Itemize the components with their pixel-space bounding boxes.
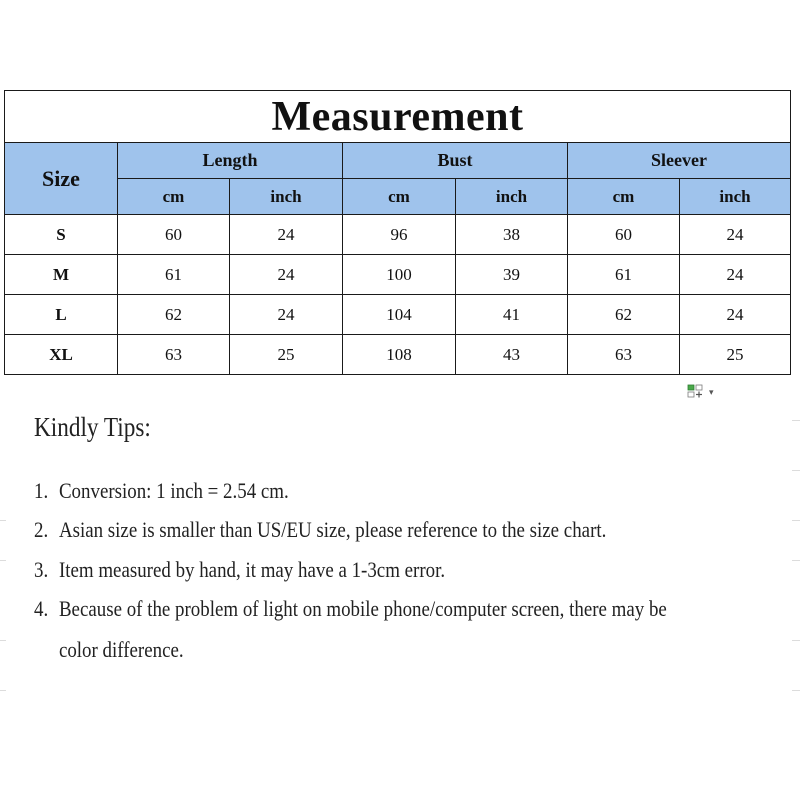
- table-row: [5, 255, 791, 295]
- table-cell: 63: [118, 335, 230, 375]
- table-row: [5, 335, 791, 375]
- size-label: L: [5, 295, 118, 335]
- table-cell: 24: [680, 255, 791, 295]
- table-cell: 100: [343, 255, 456, 295]
- unit-header: cm: [568, 179, 680, 215]
- group-header-sleever: Sleever: [568, 143, 791, 179]
- gridline-left-2: [0, 560, 6, 561]
- gridline-right-5: [792, 640, 800, 641]
- gridline-right-1: [792, 420, 800, 421]
- size-label: XL: [5, 335, 118, 375]
- tip-item-continuation: [34, 637, 184, 663]
- table-cell: 25: [230, 335, 343, 375]
- tip-item: [34, 517, 606, 543]
- table-cell: 24: [230, 295, 343, 335]
- paste-options-icon: [687, 384, 705, 400]
- tip-item: [34, 596, 667, 622]
- table-cell: 60: [118, 215, 230, 255]
- table-row: [5, 295, 791, 335]
- gridline-right-4: [792, 560, 800, 561]
- table-cell: 108: [343, 335, 456, 375]
- tip-number: 3.: [34, 557, 49, 582]
- unit-header: inch: [456, 179, 568, 215]
- tips-title: Kindly Tips:: [34, 412, 151, 442]
- chevron-down-icon: ▾: [709, 388, 714, 398]
- unit-header: inch: [680, 179, 791, 215]
- gridline-right-2: [792, 470, 800, 471]
- gridline-left-4: [0, 690, 6, 691]
- table-cell: 24: [680, 295, 791, 335]
- tip-item: [34, 478, 289, 504]
- group-header-length: Length: [118, 143, 343, 179]
- table-cell: 63: [568, 335, 680, 375]
- tip-text: Conversion: 1 inch = 2.54 cm.: [58, 478, 289, 503]
- table-cell: 24: [230, 215, 343, 255]
- table-cell: 25: [680, 335, 791, 375]
- table-cell: 96: [343, 215, 456, 255]
- tip-number: 4.: [34, 596, 49, 621]
- gridline-left-1: [0, 520, 6, 521]
- paste-options-button[interactable]: [687, 384, 719, 402]
- tip-text: Because of the problem of light on mobile phone/computer screen, there may be: [58, 596, 667, 621]
- group-header-bust: Bust: [343, 143, 568, 179]
- table-title: Measurement: [5, 91, 791, 143]
- table-cell: 38: [456, 215, 568, 255]
- table-row: [5, 215, 791, 255]
- table-cell: 104: [343, 295, 456, 335]
- table-cell: 24: [680, 215, 791, 255]
- tip-number: 1.: [34, 478, 49, 503]
- table-cell: 39: [456, 255, 568, 295]
- unit-header: cm: [343, 179, 456, 215]
- unit-header: inch: [230, 179, 343, 215]
- table-cell: 43: [456, 335, 568, 375]
- table-cell: 60: [568, 215, 680, 255]
- tip-text: Asian size is smaller than US/EU size, please reference to the size chart.: [58, 517, 607, 542]
- table-cell: 24: [230, 255, 343, 295]
- size-label: S: [5, 215, 118, 255]
- unit-header: cm: [118, 179, 230, 215]
- tip-item: [34, 557, 445, 583]
- gridline-right-6: [792, 690, 800, 691]
- gridline-left-3: [0, 640, 6, 641]
- size-header: Size: [5, 143, 118, 215]
- table-cell: 62: [118, 295, 230, 335]
- table-cell: 41: [456, 295, 568, 335]
- table-cell: 61: [118, 255, 230, 295]
- size-label: M: [5, 255, 118, 295]
- table-cell: 62: [568, 295, 680, 335]
- tip-text: Item measured by hand, it may have a 1-3cm error.: [58, 557, 446, 582]
- tip-text: color difference.: [58, 637, 184, 662]
- tip-number: 2.: [34, 517, 49, 542]
- size-chart-table: [4, 90, 791, 375]
- gridline-right-3: [792, 520, 800, 521]
- table-cell: 61: [568, 255, 680, 295]
